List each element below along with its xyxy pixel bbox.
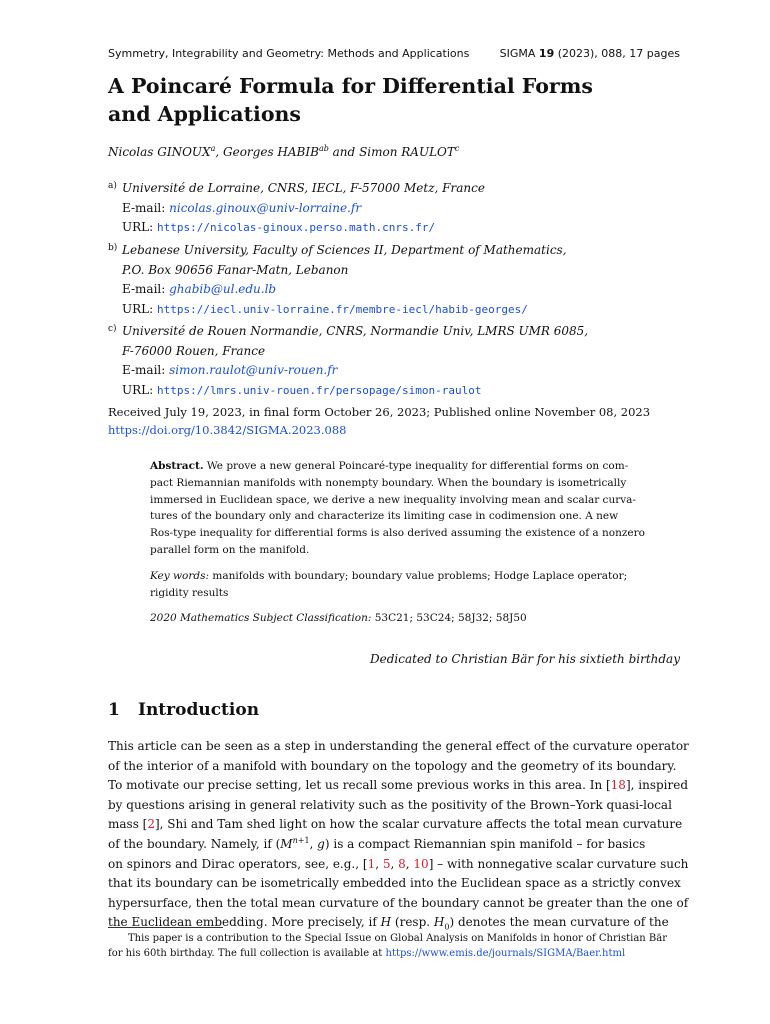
url-label: URL: <box>122 382 154 397</box>
abstract-line: pact Riemannian manifolds with nonempty boundary. When the boundary is isometrically <box>150 476 627 489</box>
url-label: URL: <box>122 301 154 316</box>
body-text-fragment: To motivate our precise setting, let us recall some previous works in this area. In [ <box>108 778 611 793</box>
journal-abbrev: SIGMA <box>499 47 536 60</box>
keywords <box>150 568 650 602</box>
abstract-line: Ros-type inequality for differential forms is also derived assuming the existence of a nonzero <box>150 527 645 540</box>
paper-title <box>108 72 668 128</box>
email-label: E-mail: <box>122 200 166 215</box>
citation-link[interactable]: 2 <box>147 817 155 832</box>
affiliation-address: Université de Rouen Normandie, CNRS, Normandie Univ, LMRS UMR 6085, <box>122 324 589 338</box>
citation-info <box>500 47 680 60</box>
body-line <box>108 776 689 796</box>
url-link[interactable]: https://iecl.univ-lorraine.fr/membre-iecl/habib-georges/ <box>157 302 528 316</box>
body-text-fragment: ) denotes the mean curvature of the <box>449 915 669 930</box>
email-label: E-mail: <box>122 282 166 296</box>
volume-number: 19 <box>538 47 555 60</box>
msc-label: 2020 Mathematics Subject Classification: <box>150 612 372 625</box>
body-text-fragment: (resp. <box>394 915 431 930</box>
body-text-fragment: is a compact Riemannian spin manifold – for basics <box>333 836 646 851</box>
body-text-fragment: on spinors and Dirac operators, see, e.g., [ <box>108 856 368 871</box>
affiliation-mark: b) <box>108 243 118 253</box>
email-link[interactable]: ghabib@ul.edu.lb <box>169 282 277 296</box>
keywords-label: Key words: <box>150 569 210 582</box>
dedication: Dedicated to Christian Bär for his sixtieth birthday <box>370 652 680 666</box>
body-text-fragment: ], Shi and Tam shed light on how the scalar curvature affects the total mean curvature <box>155 817 683 832</box>
collection-link[interactable]: https://www.emis.de/journals/SIGMA/Baer.html <box>385 948 626 959</box>
body-text <box>108 737 689 937</box>
msc-codes: 53C21; 53C24; 58J32; 58J50 <box>374 612 527 625</box>
body-line: of the interior of a manifold with boundary on the topology and the geometry of its boundary. <box>108 758 677 773</box>
abstract-line: We prove a new general Poincaré-type inequality for differential forms on com- <box>206 460 629 472</box>
body-line: that its boundary can be isometrically embedded into the Euclidean space as a strictly convex <box>108 876 681 891</box>
email-link[interactable]: simon.raulot@univ-rouen.fr <box>169 363 338 377</box>
math-H0: $H_0$ <box>433 915 450 932</box>
math-manifold: ($M^{n+1}$, g) <box>275 835 330 851</box>
msc-classification <box>150 610 650 627</box>
body-text-fragment: mass [ <box>108 817 148 832</box>
footnote-text: for his 60th birthday. The full collection is available at <box>108 948 383 959</box>
author-2-affil: ab <box>318 144 329 153</box>
footnote-line: This paper is a contribution to the Special Issue on Global Analysis on Manifolds in honor of Christian Bär <box>128 933 667 944</box>
abstract-line: tures of the boundary only and characterize its limiting case in codimension one. A new <box>150 510 619 523</box>
running-head <box>108 47 680 63</box>
keywords-line: rigidity results <box>150 586 229 599</box>
title-line-1: A Poincaré Formula for Differential Forms <box>108 74 593 98</box>
doi-link[interactable]: https://doi.org/10.3842/SIGMA.2023.088 <box>108 423 347 437</box>
url-link[interactable]: https://lmrs.univ-rouen.fr/persopage/simon-raulot <box>157 383 482 397</box>
affiliation-address: F-76000 Rouen, France <box>122 343 266 358</box>
affiliation-b <box>108 241 688 319</box>
affiliation-address: P.O. Box 90656 Fanar-Matn, Lebanon <box>122 262 349 277</box>
citation-link[interactable]: 1 <box>367 856 376 871</box>
citation-link[interactable]: 18 <box>610 778 626 793</box>
author-and: and <box>332 145 356 159</box>
abstract-block <box>150 458 650 636</box>
author-3: Simon RAULOT <box>359 145 455 159</box>
received-dates: Received July 19, 2023, in final form October 26, 2023; Published online November 08, 2023 <box>108 405 651 419</box>
footnote <box>108 931 682 961</box>
title-line-2: and Applications <box>108 102 301 126</box>
body-line: on spinors and Dirac operators, see, e.g., [1, 5, 8, 10] – with nonnegative scalar curvature such <box>108 856 689 871</box>
abstract-text <box>150 458 650 559</box>
body-text-fragment: ], inspired <box>625 778 689 793</box>
url-label: URL: <box>122 220 154 234</box>
affiliation-a <box>108 179 688 238</box>
author-2: Georges HABIB <box>223 145 319 159</box>
math-H: H <box>380 915 392 930</box>
affiliation-mark: c) <box>108 324 117 334</box>
body-line <box>108 815 682 835</box>
author-separator: , <box>215 145 220 159</box>
body-text-fragment: ] – with nonnegative scalar curvature such <box>428 856 689 871</box>
body-line: This article can be seen as a step in understanding the general effect of the curvature operator <box>108 739 689 753</box>
keywords-line: manifolds with boundary; boundary value problems; Hodge Laplace operator; <box>212 569 628 582</box>
author-3-affil: c <box>454 144 460 153</box>
body-line: hypersurface, then the total mean curvature of the boundary cannot be greater than the one of <box>108 895 689 910</box>
email-link[interactable]: nicolas.ginoux@univ-lorraine.fr <box>169 200 362 215</box>
section-number: 1 <box>108 700 120 720</box>
publication-history <box>108 403 650 439</box>
abstract-line: parallel form on the manifold. <box>150 543 310 556</box>
author-1-affil: a <box>210 144 216 153</box>
affiliation-email-line <box>108 361 688 381</box>
affiliation-address: Lebanese University, Faculty of Sciences II, Department of Mathematics, <box>122 243 567 257</box>
affiliation-url-line <box>108 218 688 238</box>
body-line: by questions arising in general relativity such as the positivity of the Brown–York quasi-local <box>108 797 672 812</box>
email-label: E-mail: <box>122 363 166 377</box>
citation-link[interactable]: 5 <box>382 856 391 871</box>
affiliation-email-line <box>108 199 688 219</box>
section-title: Introduction <box>138 700 260 720</box>
author-list <box>108 145 459 159</box>
citation-rest: (2023), 088, 17 pages <box>557 47 680 60</box>
journal-full-name: Symmetry, Integrability and Geometry: Methods and Applications <box>108 47 470 60</box>
affiliation-c <box>108 322 688 400</box>
abstract-line: immersed in Euclidean space, we derive a new inequality involving mean and scalar curva- <box>150 493 636 506</box>
citation-link[interactable]: 8 <box>398 856 406 871</box>
footnote-line <box>108 946 682 961</box>
author-1: Nicolas GINOUX <box>108 145 211 159</box>
affiliation-email-line <box>108 280 688 300</box>
body-text-fragment: the Euclidean embedding. More precisely, if <box>108 915 377 930</box>
url-link[interactable]: https://nicolas-ginoux.perso.math.cnrs.fr/ <box>157 221 436 234</box>
citation-link[interactable]: 10 <box>413 856 429 871</box>
footnote-rule <box>108 927 223 928</box>
affiliation-url-line <box>108 300 688 320</box>
affiliation-url-line <box>108 381 688 401</box>
affiliation-mark: a) <box>108 181 117 191</box>
affiliation-address: Université de Lorraine, CNRS, IECL, F-57000 Metz, France <box>122 181 485 195</box>
body-line <box>108 835 682 855</box>
body-text-fragment: of the boundary. Namely, if <box>108 836 272 851</box>
abstract-label: Abstract. <box>150 460 204 472</box>
section-heading <box>108 700 259 720</box>
